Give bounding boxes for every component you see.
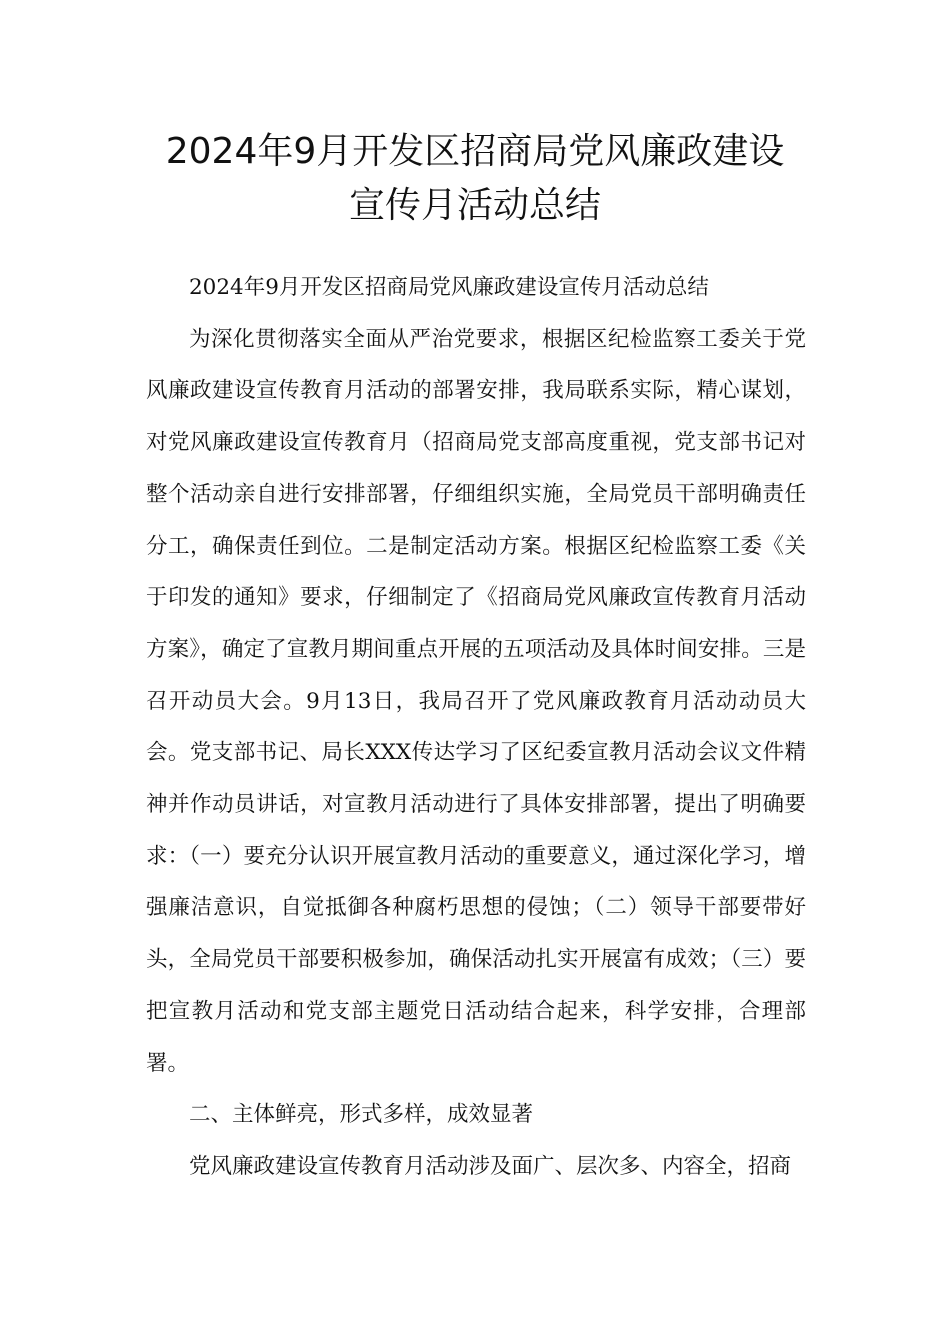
document-title-line-2: 宣传月活动总结	[348, 185, 601, 226]
document-title-line-1: 2024年9月开发区招商局党风廉政建设	[165, 131, 785, 172]
body-paragraph-continued: 党风廉政建设宣传教育月活动涉及面广、层次多、内容全，招商	[189, 1153, 792, 1179]
document-body	[146, 262, 806, 1193]
body-paragraph-main: 为深化贯彻落实全面从严治党要求，根据区纪检监察工委关于党风廉政建设宣传教育月活动的部署安排，我局联系实际，精心谋划，对党风廉政建设宣传教育月（招商局党支部高度重视，党支部书记对整个活动亲自进行安排部署，仔细组织实施，全局党员干部明确责任分工，确保责任到位。二是制定活动方案。根据区纪检监察工委《关于印发的通知》要求，仔细制定了《招商局党风廉政宣传教育月活动方案》，确定了宣教月期间重点开展的五项活动及具体时间安排。三是召开动员大会。9月13日，我局召开了党风廉政教育月活动动员大会。党支部书记、局长XXX传达学习了区纪委宣教月活动会议文件精神并作动员讲话，对宣教月活动进行了具体安排部署，提出了明确要求：（一）要充分认识开展宣教月活动的重要意义，通过深化学习，增强廉洁意识，自觉抵御各种腐朽思想的侵蚀；（二）领导干部要带好头，全局党员干部要积极参加，确保活动扎实开展富有成效；（三）要把宣教月活动和党支部主题党日活动结合起来，科学安排，合理部署。	[146, 326, 806, 1076]
body-paragraph-subtitle: 2024年9月开发区招商局党风廉政建设宣传月活动总结	[189, 275, 709, 300]
body-paragraph-section-heading: 二、主体鲜亮，形式多样，成效显著	[189, 1102, 534, 1128]
